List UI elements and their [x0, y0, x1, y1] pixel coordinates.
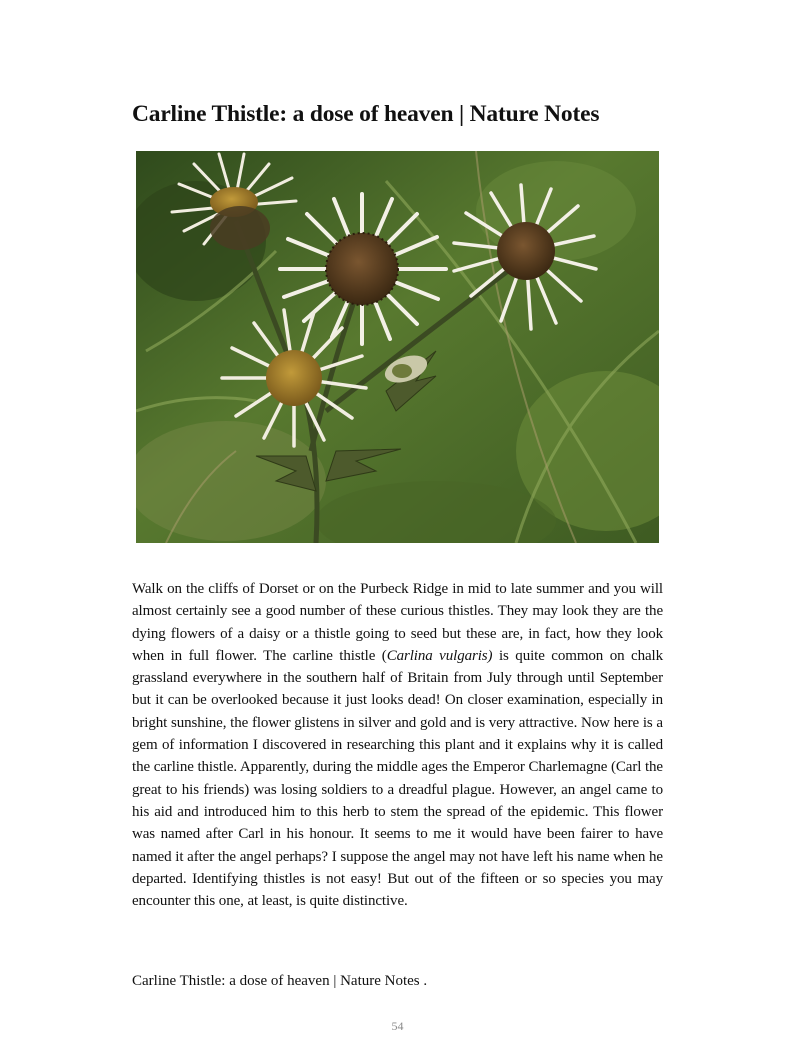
page-number: 54 — [391, 1019, 404, 1033]
article-body-rest: is quite common on chalk grassland everywhere in the southern half of Britain from July through until September but it can be overlooked because it just looks dead! On closer examination, especially in bright sunshine, the flower glistens in silver and gold and is very attractive. Now here is a gem of information I discovered in researching this plant and it explains why it is called the carline thistle. Apparently, during the middle ages the Emperor Charlemagne (Carl the great to his friends) was losing soldiers to a dreadful plague. However, an angel came to his aid and introduced him to this herb to stem the spread of the epidemic. This flower was named after Carl in his honour. It seems to me it would have been fairer to have named it after the angel perhaps? I suppose the angel may not have left his name when he departed. Identifying thistles is not easy! But out of the fifteen or so species you may encounter this one, at least, is quite distinctive. — [132, 647, 664, 910]
carline-thistle-photo — [136, 151, 659, 543]
article-body — [132, 578, 663, 912]
source-line: Carline Thistle: a dose of heaven | Nature Notes . — [132, 973, 428, 989]
page-title: Carline Thistle: a dose of heaven | Nature Notes — [132, 101, 600, 127]
species-name: Carlina vulgaris) — [386, 647, 493, 664]
article-body-intro: Walk on the cliffs of Dorset or on the Purbeck Ridge in mid to late summer and you will almost certainly see a good number of these curious thistles. They may look they are the dying flowers of a daisy or a thistle going to seed but these are, in fact, how they look when in full flower. The carline thistle ( — [132, 581, 663, 664]
thistle-illustration — [136, 151, 659, 543]
